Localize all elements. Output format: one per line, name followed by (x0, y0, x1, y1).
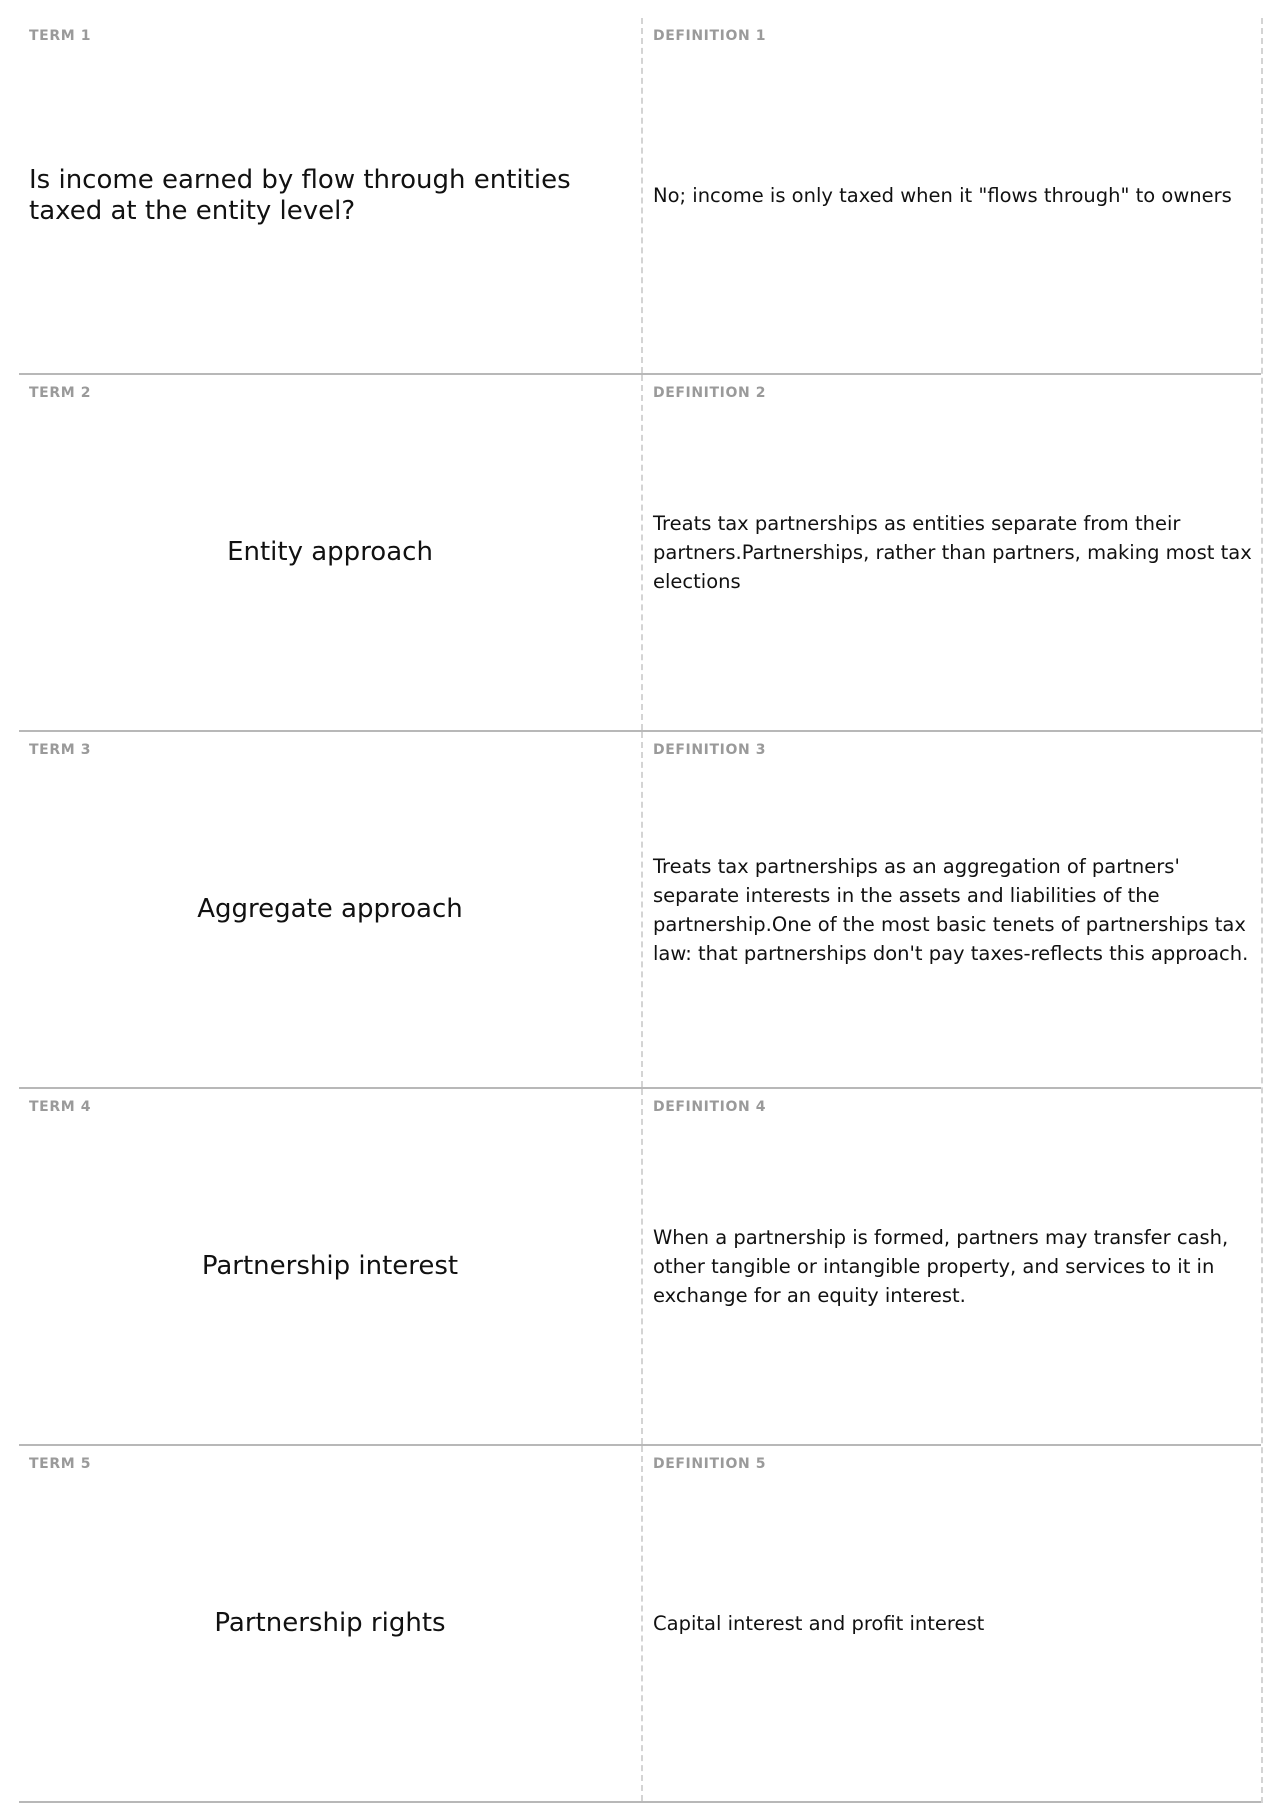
term-text-content: Partnership interest (201, 1251, 459, 1281)
definition-cell (643, 375, 1261, 730)
term-text (29, 1089, 631, 1444)
card-row (19, 375, 1261, 732)
definition-text (653, 1089, 1255, 1444)
definition-label: DEFINITION 2 (653, 385, 767, 401)
term-label: TERM 2 (29, 385, 92, 401)
term-text-content: Entity approach (227, 537, 433, 567)
definition-label: DEFINITION 1 (653, 28, 767, 44)
term-cell (19, 1089, 643, 1444)
definition-label: DEFINITION 3 (653, 742, 767, 758)
definition-text-content: Treats tax partnerships as entities separate from their partners.Partnerships, rather than partners, making most tax elections (653, 512, 1252, 593)
term-text (29, 18, 631, 373)
definition-text (653, 732, 1255, 1087)
term-text-content: Partnership rights (214, 1608, 446, 1638)
definition-cell (643, 1089, 1261, 1444)
definition-text (653, 1446, 1255, 1801)
card-row (19, 1089, 1261, 1446)
definition-text-content: Treats tax partnerships as an aggregation of partners' separate interests in the assets and liabilities of the partnership.One of the most basic tenets of partnerships tax law: that partnerships don't pay taxes-reflects this approach. (653, 854, 1249, 965)
term-text-content: Is income earned by flow through entities taxed at the entity level? (29, 164, 571, 226)
definition-text (653, 18, 1255, 373)
term-cell (19, 1446, 643, 1801)
term-text (29, 1446, 631, 1801)
definition-text (653, 375, 1255, 730)
term-cell (19, 375, 643, 730)
term-label: TERM 1 (29, 28, 92, 44)
term-label: TERM 5 (29, 1456, 92, 1472)
definition-text-content: No; income is only taxed when it "flows through" to owners (653, 184, 1232, 207)
card-row (19, 732, 1261, 1089)
definition-label: DEFINITION 4 (653, 1099, 767, 1115)
card-row (19, 1446, 1261, 1803)
definition-cell (643, 732, 1261, 1087)
card-row (19, 18, 1261, 375)
term-cell (19, 732, 643, 1087)
definition-cell (643, 18, 1261, 373)
definition-label: DEFINITION 5 (653, 1456, 767, 1472)
flashcard-sheet (19, 18, 1263, 1803)
definition-text-content: Capital interest and profit interest (653, 1612, 985, 1635)
term-text (29, 375, 631, 730)
term-label: TERM 3 (29, 742, 92, 758)
term-text (29, 732, 631, 1087)
term-label: TERM 4 (29, 1099, 92, 1115)
term-cell (19, 18, 643, 373)
definition-text-content: When a partnership is formed, partners may transfer cash, other tangible or intangible property, and services to it in exchange for an equity interest. (653, 1226, 1229, 1307)
definition-cell (643, 1446, 1261, 1801)
term-text-content: Aggregate approach (197, 894, 463, 924)
